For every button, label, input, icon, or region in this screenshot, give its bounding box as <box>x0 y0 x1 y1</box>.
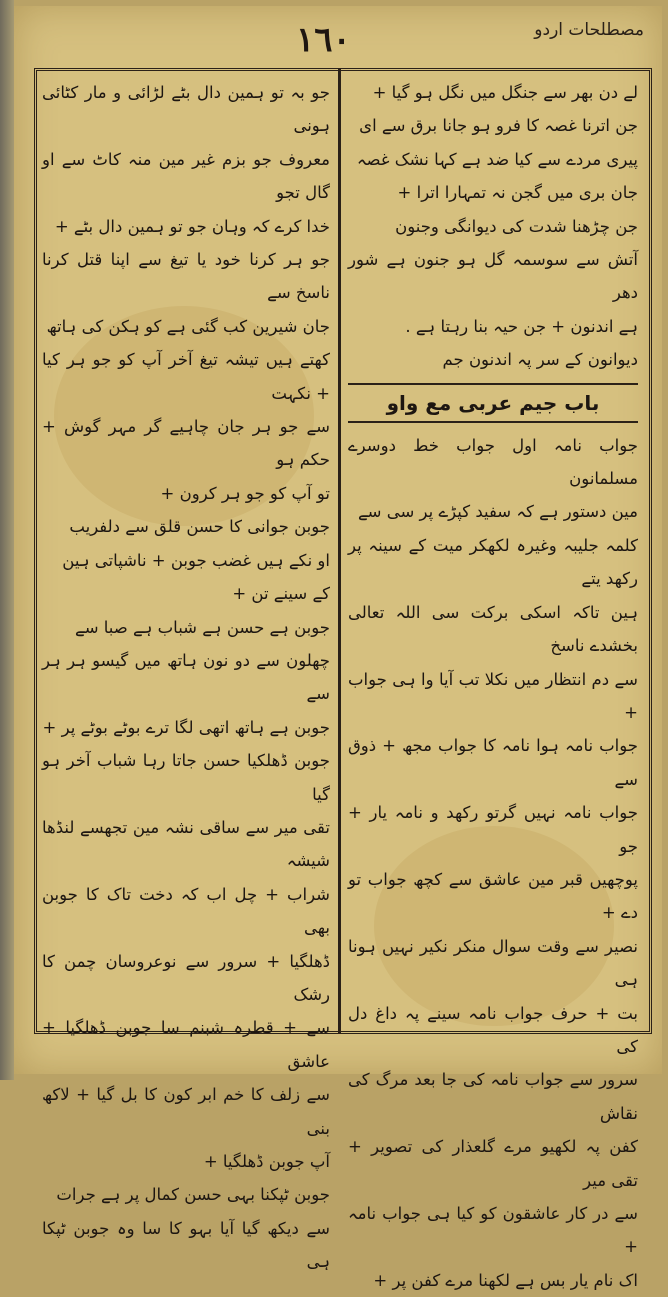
text-line: کلمہ جلیبہ وغیرہ لکھکر میت کے سینہ پر رکھد یتے <box>348 535 638 589</box>
text-line: بت + حرف جواب نامہ سینے پہ داغ دل کی <box>348 1003 638 1056</box>
text-line: ہے اندنون + جن حیہ بنا رہتا ہے . <box>405 316 638 336</box>
text-line: جوبن ہے حسن ہے شباب ہے صبا سے <box>75 617 330 637</box>
text-line: تقی میر سے ساقی نشہ مین تجھسے لنڈھا شیشہ <box>42 817 330 871</box>
text-line: پوچھیں قبر مین عاشق سے کچھ جواب تو دے + <box>348 869 638 923</box>
text-line: جن اترنا غصہ کا فرو ہو جانا برق سے ای <box>359 116 638 136</box>
text-line: جوبن ڈھلکیا حسن جاتا رہا شباب آخر ہو گیا <box>42 751 330 804</box>
text-line: سے زلف کا خم ابر کون کا بل گیا + لاکھ بنی <box>42 1085 330 1138</box>
text-line: جن چڑھنا شدت کی دیوانگی وجنون <box>395 216 638 236</box>
book-page <box>14 6 662 1290</box>
page-number: ١٦٠ <box>296 20 351 60</box>
text-line: سے در کار عاشقون کو کیا ہی جواب نامہ + <box>348 1204 638 1257</box>
text-line: سے دیکھ گیا آیا بہو کا سا وہ جوبن ٹپکا ہی <box>42 1218 330 1272</box>
page-header <box>14 6 662 66</box>
text-line: چھلون سے دو نون ہاتھ میں گیسو ہر ہر سے <box>42 650 330 704</box>
left-column <box>42 76 330 1279</box>
text-line: جان شیرین کب گئی ہے کو ہکن کی ہاتھ <box>46 316 330 336</box>
text-line: مین دستور ہے کہ سفید کپڑے پر سی سے <box>357 502 638 522</box>
text-line: سے + قطرہ شبنم سا جوبن ڈھلگیا + عاشق <box>42 1018 330 1071</box>
section-title: باب جیم عربی مع واو <box>348 383 638 423</box>
text-line: لے دن بھر سے جنگل میں نگل ہو گیا + <box>372 83 638 102</box>
text-line: کھتے ہیں تیشہ تیغ آخر آپ کو جو ہر کیا + نکہت <box>42 350 330 403</box>
text-line: جو ہر کرنا خود یا تیغ سے اپنا قتل کرنا ناسخ سے <box>42 250 330 303</box>
text-line: سرور سے جواب نامہ کی جا بعد مرگ کی نقاش <box>348 1070 638 1123</box>
column-divider <box>338 68 341 1034</box>
text-line: جواب نامہ نہیں گرتو رکھد و نامہ یار + جو <box>348 803 638 856</box>
text-line: شراب + چل اب کہ دخت تاک کا جوبن بھی <box>42 884 330 938</box>
text-line: سے دم انتظار میں نکلا تب آیا وا ہی جواب + <box>348 669 638 722</box>
text-line: جواب نامہ ہوا نامہ کا جواب مجھ + ذوق سے <box>348 736 638 789</box>
text-line: جواب نامہ اول جواب خط دوسرے مسلمانون <box>348 435 638 489</box>
text-line: جان بری میں گجن نہ تمہارا اترا + <box>397 183 638 203</box>
text-line: سے جو ہر جان چاہیے گر مہر گوش + حکم ہو <box>42 417 330 470</box>
text-line: نصیر سے وقت سوال منکر نکیر نہیں ہونا ہی <box>348 936 638 990</box>
text-line: اک نام یار بس ہے لکھنا مرے کفن پر + <box>373 1270 638 1290</box>
text-line: آتش سے سوسمہ گل ہو جنون ہے شور دھر <box>348 250 638 303</box>
running-head: مصطلحات اردو <box>534 20 644 40</box>
text-line: ڈھلگیا + سرور سے نوعروسان چمن کا رشک <box>42 951 330 1004</box>
text-line: جو بہ تو ہمین دال بٹے لڑائی و مار کٹائی ہونی <box>42 83 330 136</box>
text-line: معروف جو بزم غیر مین منہ کاٹ سے او گال تجو <box>42 149 330 203</box>
text-line: جوبن جوانی کا حسن قلق سے دلفریب <box>69 517 330 537</box>
text-line: ہین تاکہ اسکی برکت سی اللہ تعالی بخشدے ناسخ <box>348 602 638 656</box>
text-line: کے سینے تن + <box>232 584 330 604</box>
text-line: پیری مردے سے کیا ضد ہے کہا نشک غصہ <box>356 149 638 169</box>
text-line: او نکے ہیں غضب جوبن + ناشپاتی ہین <box>62 550 330 570</box>
page-left-shadow <box>0 0 14 1080</box>
text-line: تو آپ کو جو ہر کرون + <box>160 483 330 503</box>
text-line: کفن پہ لکھیو مرے گلعذار کی تصویر + تقی میر <box>348 1137 638 1190</box>
text-line: خدا کرے کہ وہان جو تو ہمین دال بٹے + <box>54 216 330 236</box>
right-column <box>348 76 638 1297</box>
text-line: جوبن ہے ہاتھ اتھی لگا ترے بوٹے بوٹے پر + <box>42 717 330 737</box>
text-line: جوبن ٹپکنا بہی حسن کمال پر ہے جرات <box>56 1185 330 1205</box>
text-line: آپ جوبن ڈھلگیا + <box>203 1152 330 1171</box>
text-line: دیوانون کے سر پہ اندنون جم <box>442 350 638 370</box>
